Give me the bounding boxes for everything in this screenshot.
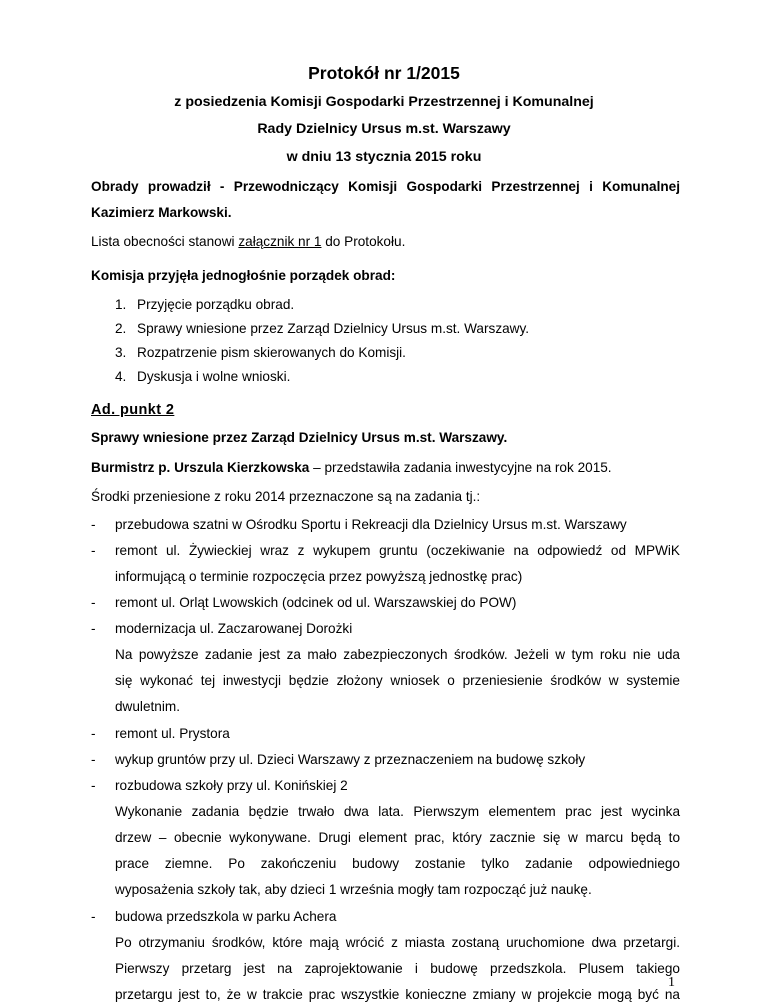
document-title: Protokół nr 1/2015: [308, 63, 460, 83]
list-dash: -: [91, 752, 96, 767]
task-note: się wykonać tej inwestycji będzie złożony wniosek o przeniesienie środków w systemie: [115, 673, 680, 688]
task-note: prace ziemne. Po zakończeniu budowy zostanie tylko zadanie odpowiedniego: [115, 856, 680, 871]
speaker-name: Burmistrz p. Urszula Kierzkowska: [91, 460, 310, 475]
task-note: Po otrzymaniu środków, które mają wrócić z miasta zostaną uruchomione dwa przetargi.: [115, 935, 680, 950]
funds-intro: Środki przeniesione z roku 2014 przeznaczone są na zadania tj.:: [91, 489, 481, 504]
task-note: wyposażenia szkoły tak, aby dzieci 1 września mogły tam rozpocząć już naukę.: [115, 882, 592, 897]
task-item: budowa przedszkola w parku Achera: [115, 909, 337, 924]
task-item: remont ul. Orląt Lwowskich (odcinek od ul. Warszawskiej do POW): [115, 595, 517, 610]
attendance-after: do Protokołu.: [325, 234, 406, 249]
task-note: przetargu jest to, że w trakcie prac wszystkie konieczne zmiany w projekcie mogą być na: [115, 987, 680, 1002]
agenda-item: Przyjęcie porządku obrad.: [137, 297, 295, 312]
attendance-before: Lista obecności stanowi: [91, 234, 235, 249]
task-note: Wykonanie zadania będzie trwało dwa lata. Pierwszym elementem prac jest wycinka: [115, 804, 680, 819]
task-note: Pierwszy przetarg jest na zaprojektowanie i budowę przedszkola. Plusem takiego: [115, 961, 680, 976]
task-note: drzew – obecnie wykonywane. Drugi element prac, który zacznie się w marcu będą to: [115, 830, 680, 845]
attachment-link[interactable]: załącznik nr 1: [238, 234, 322, 249]
task-item: wykup gruntów przy ul. Dzieci Warszawy z przeznaczeniem na budowę szkoły: [115, 752, 586, 767]
task-item: remont ul. Prystora: [115, 726, 230, 741]
list-dash: -: [91, 621, 96, 636]
agenda-item-number: 4.: [115, 369, 127, 384]
page-number: 1: [668, 975, 675, 990]
list-dash: -: [91, 517, 96, 532]
list-dash: -: [91, 595, 96, 610]
list-dash: -: [91, 543, 96, 558]
task-item: przebudowa szatni w Ośrodku Sportu i Rekreacji dla Dzielnicy Ursus m.st. Warszawy: [115, 517, 627, 532]
task-note: Na powyższe zadanie jest za mało zabezpieczonych środków. Jeżeli w tym roku nie uda: [115, 647, 680, 662]
list-dash: -: [91, 726, 96, 741]
agenda-item: Sprawy wniesione przez Zarząd Dzielnicy Ursus m.st. Warszawy.: [137, 321, 530, 336]
agenda-item: Rozpatrzenie pism skierowanych do Komisji.: [137, 345, 406, 360]
attendance-note: [91, 234, 405, 249]
task-item-continued: informującą o terminie rozpoczęcia przez powyższą jednostkę prac): [115, 569, 523, 584]
agenda-heading: Komisja przyjęła jednogłośnie porządek obrad:: [91, 268, 396, 283]
section-heading: Ad. punkt 2: [91, 402, 175, 418]
agenda-item: Dyskusja i wolne wnioski.: [137, 369, 291, 384]
agenda-item-number: 2.: [115, 321, 127, 336]
agenda-item-number: 3.: [115, 345, 127, 360]
committee-name: z posiedzenia Komisji Gospodarki Przestrzennej i Komunalnej: [174, 94, 594, 110]
chair-line-1: Obrady prowadził - Przewodniczący Komisji Gospodarki Przestrzennej i Komunalnej: [91, 179, 680, 194]
task-note: dwuletnim.: [115, 699, 180, 714]
council-name: Rady Dzielnicy Ursus m.st. Warszawy: [257, 121, 511, 137]
list-dash: -: [91, 909, 96, 924]
section-subheading: Sprawy wniesione przez Zarząd Dzielnicy Ursus m.st. Warszawy.: [91, 430, 508, 445]
task-item: modernizacja ul. Zaczarowanej Dorożki: [115, 621, 353, 636]
meeting-date: w dniu 13 stycznia 2015 roku: [286, 149, 482, 165]
speaker-text: – przedstawiła zadania inwestycyjne na rok 2015.: [313, 460, 612, 475]
agenda-item-number: 1.: [115, 297, 127, 312]
task-item: remont ul. Żywieckiej wraz z wykupem gruntu (oczekiwanie na odpowiedź od MPWiK: [115, 543, 680, 558]
speaker-line: [91, 460, 612, 475]
task-item: rozbudowa szkoły przy ul. Konińskiej 2: [115, 778, 348, 793]
chair-line-2: Kazimierz Markowski.: [91, 205, 232, 220]
list-dash: -: [91, 778, 96, 793]
